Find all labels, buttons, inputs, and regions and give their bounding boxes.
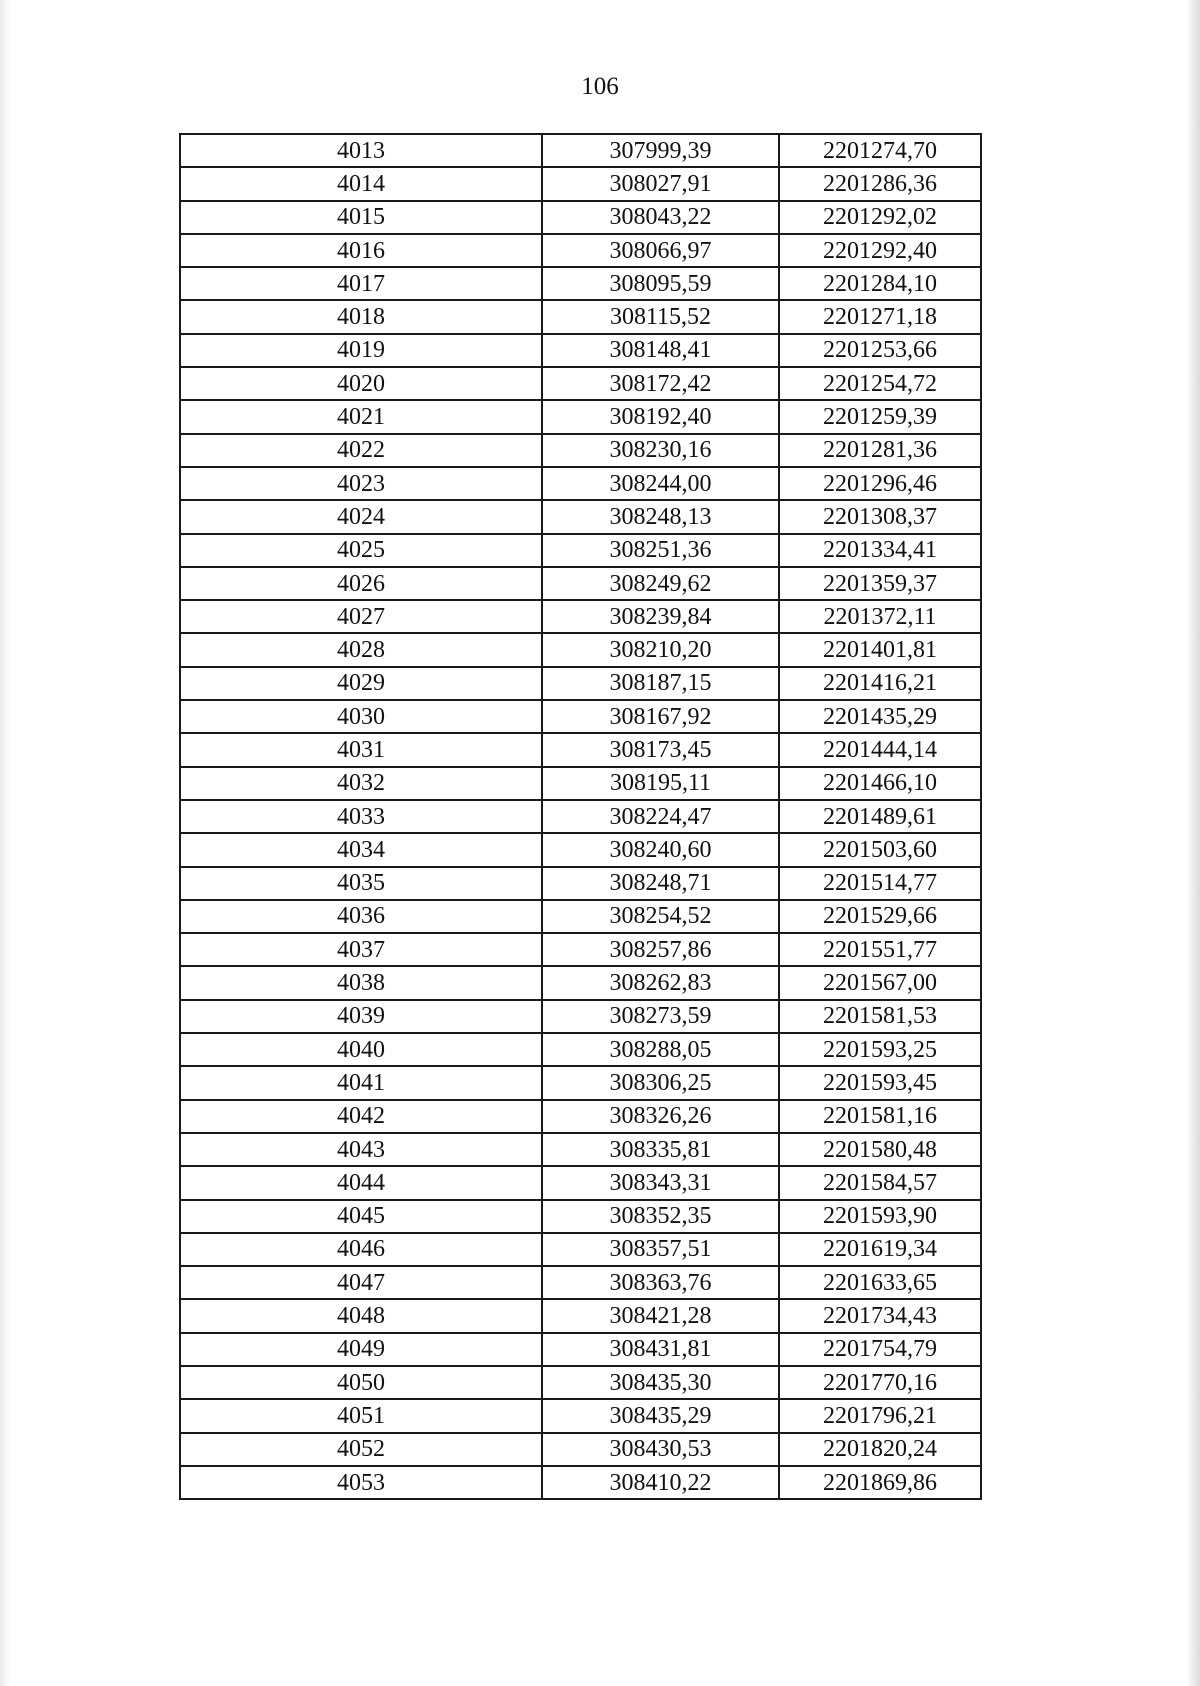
point-number-cell: 4013: [180, 134, 542, 167]
x-coordinate-cell: 308173,45: [542, 733, 779, 766]
y-coordinate-cell: 2201253,66: [779, 334, 981, 367]
y-coordinate-cell: 2201286,36: [779, 167, 981, 200]
table-row: [180, 1266, 981, 1299]
y-coordinate-cell: 2201796,21: [779, 1399, 981, 1432]
x-coordinate-cell: 308172,42: [542, 367, 779, 400]
table-row: [180, 1133, 981, 1166]
y-coordinate-cell: 2201734,43: [779, 1299, 981, 1332]
y-coordinate-cell: 2201581,16: [779, 1100, 981, 1133]
table-row: [180, 1033, 981, 1066]
y-coordinate-cell: 2201435,29: [779, 700, 981, 733]
x-coordinate-cell: 308027,91: [542, 167, 779, 200]
x-coordinate-cell: 308421,28: [542, 1299, 779, 1332]
y-coordinate-cell: 2201503,60: [779, 833, 981, 866]
y-coordinate-cell: 2201292,02: [779, 201, 981, 234]
y-coordinate-cell: 2201466,10: [779, 767, 981, 800]
x-coordinate-cell: 308254,52: [542, 900, 779, 933]
y-coordinate-cell: 2201593,90: [779, 1200, 981, 1233]
x-coordinate-cell: 308192,40: [542, 400, 779, 433]
table-row: [180, 534, 981, 567]
point-number-cell: 4024: [180, 500, 542, 533]
x-coordinate-cell: 308343,31: [542, 1166, 779, 1199]
point-number-cell: 4037: [180, 933, 542, 966]
x-coordinate-cell: 308335,81: [542, 1133, 779, 1166]
table-row: [180, 900, 981, 933]
x-coordinate-cell: 308431,81: [542, 1333, 779, 1366]
table-row: [180, 267, 981, 300]
y-coordinate-cell: 2201296,46: [779, 467, 981, 500]
y-coordinate-cell: 2201754,79: [779, 1333, 981, 1366]
y-coordinate-cell: 2201593,45: [779, 1066, 981, 1099]
y-coordinate-cell: 2201274,70: [779, 134, 981, 167]
x-coordinate-cell: 308187,15: [542, 667, 779, 700]
table-row: [180, 600, 981, 633]
point-number-cell: 4053: [180, 1466, 542, 1499]
table-row: [180, 733, 981, 766]
x-coordinate-cell: 308043,22: [542, 201, 779, 234]
table-row: [180, 201, 981, 234]
point-number-cell: 4042: [180, 1100, 542, 1133]
table-row: [180, 1233, 981, 1266]
point-number-cell: 4027: [180, 600, 542, 633]
x-coordinate-cell: 308230,16: [542, 434, 779, 467]
table-row: [180, 767, 981, 800]
point-number-cell: 4038: [180, 966, 542, 999]
x-coordinate-cell: 308248,13: [542, 500, 779, 533]
x-coordinate-cell: 308251,36: [542, 534, 779, 567]
table-row: [180, 567, 981, 600]
table-row: [180, 1399, 981, 1432]
table-row: [180, 933, 981, 966]
x-coordinate-cell: 308244,00: [542, 467, 779, 500]
point-number-cell: 4021: [180, 400, 542, 433]
point-number-cell: 4023: [180, 467, 542, 500]
x-coordinate-cell: 308224,47: [542, 800, 779, 833]
y-coordinate-cell: 2201271,18: [779, 300, 981, 333]
x-coordinate-cell: 308239,84: [542, 600, 779, 633]
x-coordinate-cell: 308326,26: [542, 1100, 779, 1133]
y-coordinate-cell: 2201444,14: [779, 733, 981, 766]
coordinates-table: [179, 133, 982, 1500]
table-row: [180, 667, 981, 700]
y-coordinate-cell: 2201584,57: [779, 1166, 981, 1199]
x-coordinate-cell: 308363,76: [542, 1266, 779, 1299]
x-coordinate-cell: 308435,29: [542, 1399, 779, 1432]
table-row: [180, 1433, 981, 1466]
point-number-cell: 4020: [180, 367, 542, 400]
table-row: [180, 467, 981, 500]
y-coordinate-cell: 2201489,61: [779, 800, 981, 833]
x-coordinate-cell: 308435,30: [542, 1366, 779, 1399]
table-row: [180, 1466, 981, 1499]
x-coordinate-cell: 308148,41: [542, 334, 779, 367]
y-coordinate-cell: 2201281,36: [779, 434, 981, 467]
point-number-cell: 4030: [180, 700, 542, 733]
point-number-cell: 4041: [180, 1066, 542, 1099]
y-coordinate-cell: 2201514,77: [779, 867, 981, 900]
y-coordinate-cell: 2201567,00: [779, 966, 981, 999]
point-number-cell: 4031: [180, 733, 542, 766]
y-coordinate-cell: 2201580,48: [779, 1133, 981, 1166]
x-coordinate-cell: 308352,35: [542, 1200, 779, 1233]
x-coordinate-cell: 308248,71: [542, 867, 779, 900]
point-number-cell: 4016: [180, 234, 542, 267]
y-coordinate-cell: 2201359,37: [779, 567, 981, 600]
x-coordinate-cell: 308066,97: [542, 234, 779, 267]
y-coordinate-cell: 2201633,65: [779, 1266, 981, 1299]
y-coordinate-cell: 2201551,77: [779, 933, 981, 966]
point-number-cell: 4035: [180, 867, 542, 900]
table-row: [180, 1100, 981, 1133]
point-number-cell: 4046: [180, 1233, 542, 1266]
x-coordinate-cell: 308195,11: [542, 767, 779, 800]
y-coordinate-cell: 2201308,37: [779, 500, 981, 533]
point-number-cell: 4015: [180, 201, 542, 234]
x-coordinate-cell: 308288,05: [542, 1033, 779, 1066]
point-number-cell: 4039: [180, 1000, 542, 1033]
point-number-cell: 4019: [180, 334, 542, 367]
scan-edge-left: [0, 0, 10, 1686]
table-row: [180, 300, 981, 333]
table-row: [180, 800, 981, 833]
y-coordinate-cell: 2201372,11: [779, 600, 981, 633]
point-number-cell: 4047: [180, 1266, 542, 1299]
table-row: [180, 966, 981, 999]
table-row: [180, 1366, 981, 1399]
table-row: [180, 500, 981, 533]
table-row: [180, 1299, 981, 1332]
point-number-cell: 4045: [180, 1200, 542, 1233]
point-number-cell: 4043: [180, 1133, 542, 1166]
table-row: [180, 1333, 981, 1366]
scan-edge-right: [1186, 0, 1200, 1686]
point-number-cell: 4040: [180, 1033, 542, 1066]
point-number-cell: 4034: [180, 833, 542, 866]
table-row: [180, 134, 981, 167]
point-number-cell: 4052: [180, 1433, 542, 1466]
table-row: [180, 400, 981, 433]
y-coordinate-cell: 2201593,25: [779, 1033, 981, 1066]
y-coordinate-cell: 2201869,86: [779, 1466, 981, 1499]
point-number-cell: 4050: [180, 1366, 542, 1399]
x-coordinate-cell: 308357,51: [542, 1233, 779, 1266]
y-coordinate-cell: 2201581,53: [779, 1000, 981, 1033]
x-coordinate-cell: 308410,22: [542, 1466, 779, 1499]
page-number: 106: [581, 73, 619, 100]
point-number-cell: 4018: [180, 300, 542, 333]
x-coordinate-cell: 307999,39: [542, 134, 779, 167]
table-row: [180, 434, 981, 467]
point-number-cell: 4017: [180, 267, 542, 300]
table-row: [180, 334, 981, 367]
coordinates-table-body: [180, 134, 981, 1499]
point-number-cell: 4033: [180, 800, 542, 833]
y-coordinate-cell: 2201401,81: [779, 633, 981, 666]
x-coordinate-cell: 308306,25: [542, 1066, 779, 1099]
x-coordinate-cell: 308430,53: [542, 1433, 779, 1466]
x-coordinate-cell: 308273,59: [542, 1000, 779, 1033]
x-coordinate-cell: 308115,52: [542, 300, 779, 333]
table-row: [180, 1000, 981, 1033]
y-coordinate-cell: 2201416,21: [779, 667, 981, 700]
table-row: [180, 1200, 981, 1233]
point-number-cell: 4028: [180, 633, 542, 666]
y-coordinate-cell: 2201292,40: [779, 234, 981, 267]
point-number-cell: 4014: [180, 167, 542, 200]
point-number-cell: 4025: [180, 534, 542, 567]
y-coordinate-cell: 2201334,41: [779, 534, 981, 567]
x-coordinate-cell: 308167,92: [542, 700, 779, 733]
point-number-cell: 4049: [180, 1333, 542, 1366]
point-number-cell: 4051: [180, 1399, 542, 1432]
table-row: [180, 367, 981, 400]
point-number-cell: 4022: [180, 434, 542, 467]
table-row: [180, 234, 981, 267]
point-number-cell: 4048: [180, 1299, 542, 1332]
point-number-cell: 4026: [180, 567, 542, 600]
point-number-cell: 4032: [180, 767, 542, 800]
table-row: [180, 167, 981, 200]
table-row: [180, 633, 981, 666]
table-row: [180, 700, 981, 733]
point-number-cell: 4044: [180, 1166, 542, 1199]
y-coordinate-cell: 2201284,10: [779, 267, 981, 300]
table-row: [180, 1066, 981, 1099]
x-coordinate-cell: 308210,20: [542, 633, 779, 666]
table-row: [180, 867, 981, 900]
x-coordinate-cell: 308095,59: [542, 267, 779, 300]
point-number-cell: 4036: [180, 900, 542, 933]
point-number-cell: 4029: [180, 667, 542, 700]
y-coordinate-cell: 2201820,24: [779, 1433, 981, 1466]
table-row: [180, 1166, 981, 1199]
x-coordinate-cell: 308240,60: [542, 833, 779, 866]
y-coordinate-cell: 2201259,39: [779, 400, 981, 433]
y-coordinate-cell: 2201254,72: [779, 367, 981, 400]
y-coordinate-cell: 2201619,34: [779, 1233, 981, 1266]
table-row: [180, 833, 981, 866]
x-coordinate-cell: 308249,62: [542, 567, 779, 600]
y-coordinate-cell: 2201770,16: [779, 1366, 981, 1399]
x-coordinate-cell: 308262,83: [542, 966, 779, 999]
x-coordinate-cell: 308257,86: [542, 933, 779, 966]
y-coordinate-cell: 2201529,66: [779, 900, 981, 933]
